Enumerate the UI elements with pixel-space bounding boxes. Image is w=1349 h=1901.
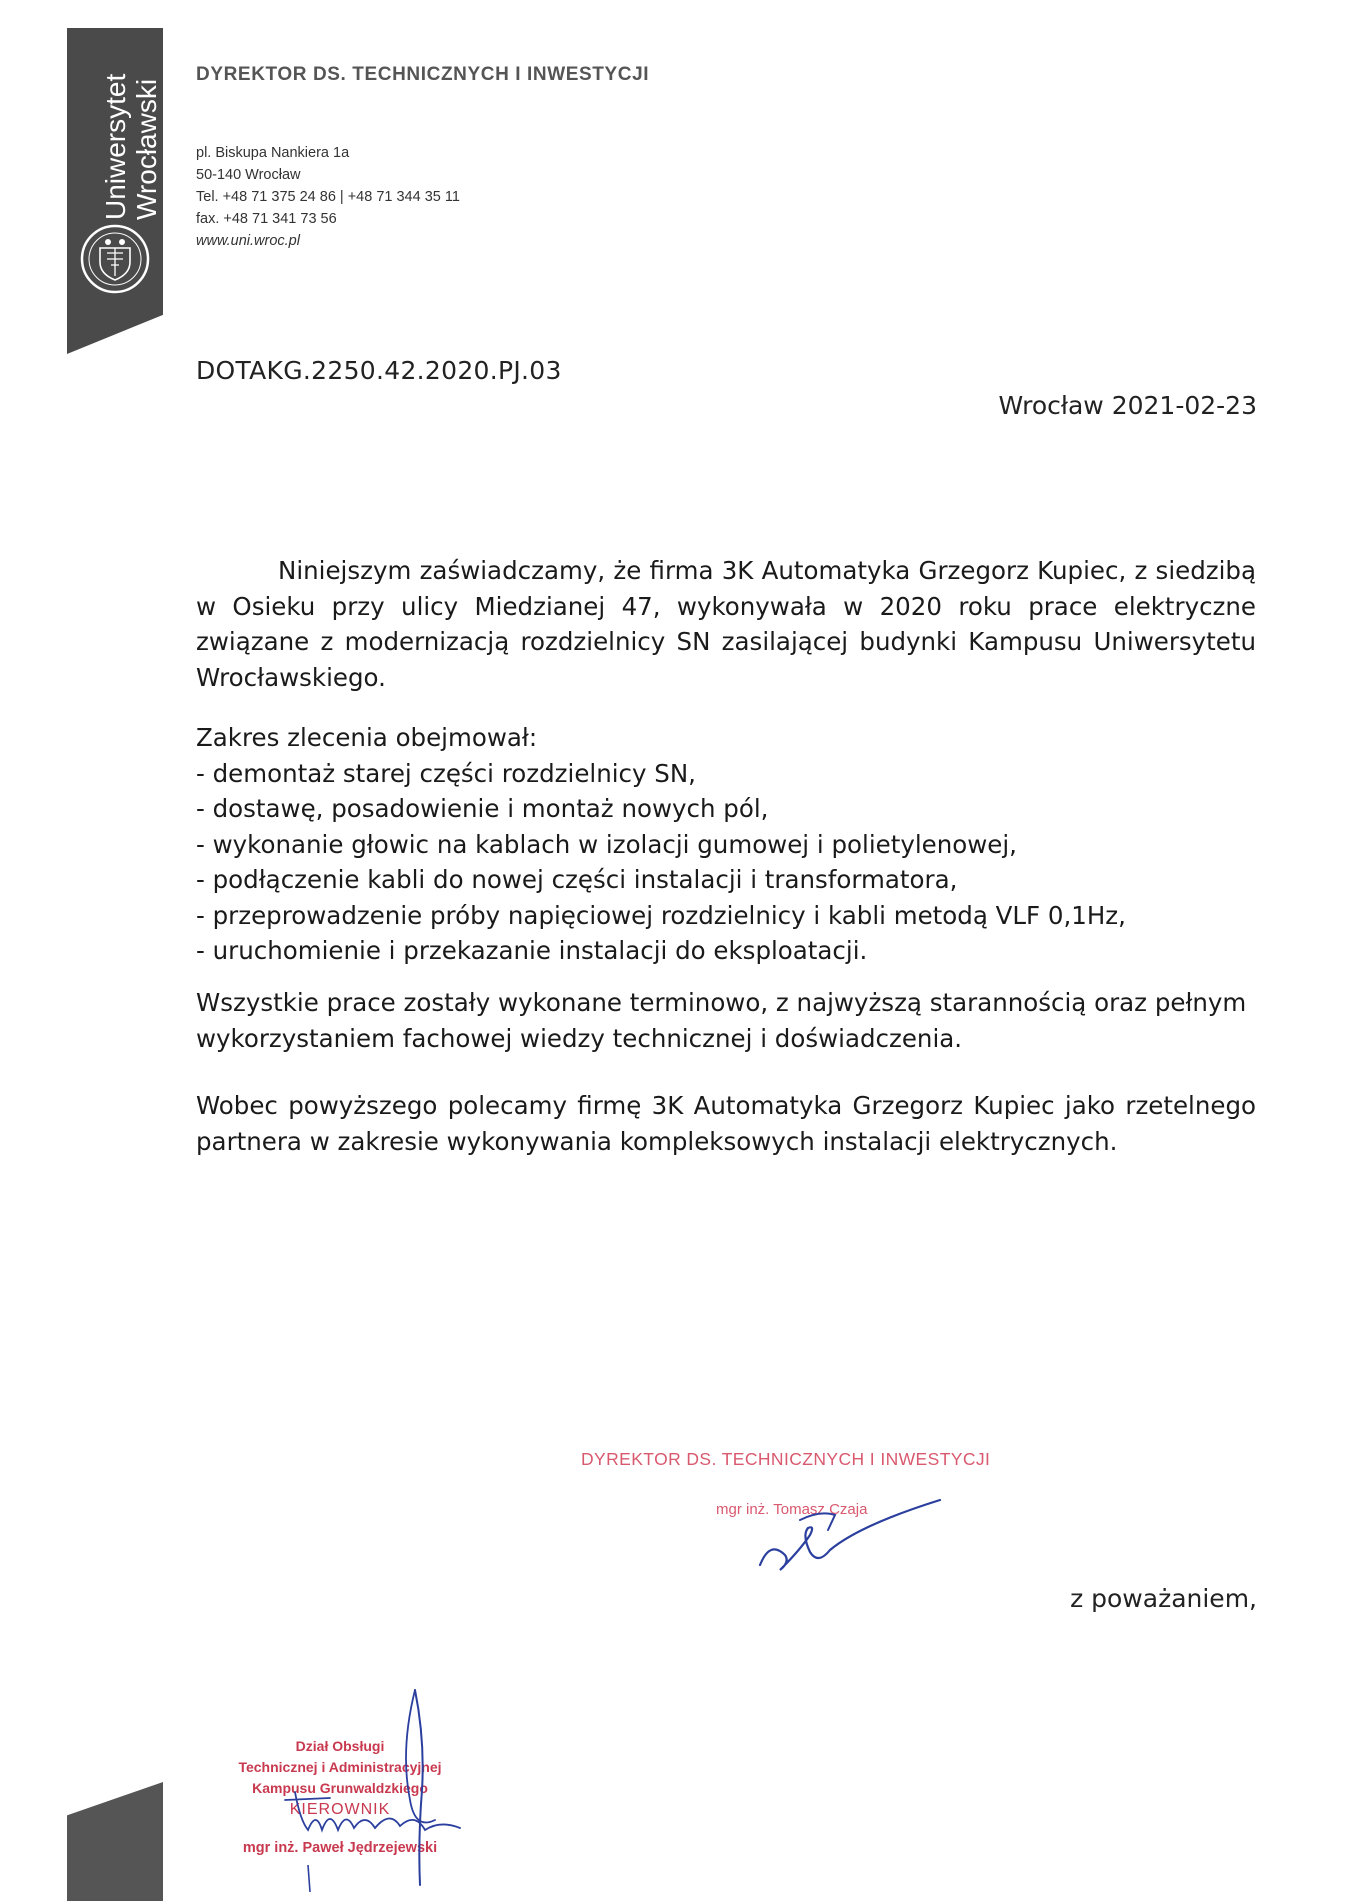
department-stamp-role: KIEROWNIK (289, 1801, 391, 1818)
address-street: pl. Biskupa Nankiera 1a (196, 145, 350, 161)
body-paragraph-1: Niniejszym zaświadczamy, że firma 3K Automatyka Grzegorz Kupiec, z siedzibą w Osieku przy ulicy Miedzianej 47, wykonywała w 2020 roku prace elektryczne związane z modernizacją rozdzielnicy SN zasilającej budynki Kampusu Uniwersytetu Wrocławskiego. (196, 556, 1256, 692)
director-stamp (581, 1449, 991, 1518)
department-stamp-line2: Technicznej i Administracyjnej (238, 1759, 442, 1775)
address-city: 50-140 Wrocław (196, 167, 301, 183)
closing-text: z poważaniem, (1070, 1584, 1257, 1613)
director-stamp-name: mgr inż. Tomasz Czaja (716, 1501, 868, 1518)
address-website: www.uni.wroc.pl (196, 233, 300, 249)
scope-item: - dostawę, posadowienie i montaż nowych pól, (196, 794, 769, 823)
scope-item: - uruchomienie i przekazanie instalacji do eksploatacji. (196, 936, 868, 965)
university-crest-icon (78, 222, 152, 296)
scope-list (196, 720, 1256, 969)
department-stamp-line3: Kampusu Grunwaldzkiego (252, 1780, 428, 1796)
scope-item: - wykonanie głowic na kablach w izolacji gumowej i polietylenowej, (196, 829, 1017, 859)
university-name (100, 74, 162, 220)
department-stamp-name: mgr inż. Paweł Jędrzejewski (242, 1840, 438, 1856)
director-signature (740, 1480, 950, 1590)
director-stamp-title: DYREKTOR DS. TECHNICZNYCH I INWESTYCJI (581, 1449, 991, 1469)
reference-number: DOTAKG.2250.42.2020.PJ.03 (196, 356, 562, 385)
scope-heading: Zakres zlecenia obejmował: (196, 723, 538, 752)
address-phone: Tel. +48 71 375 24 86 | +48 71 344 35 11 (196, 189, 460, 205)
department-stamp-line1: Dział Obsługi (295, 1738, 385, 1754)
scope-item: - demontaż starej części rozdzielnicy SN, (196, 758, 696, 788)
footer-band (67, 1782, 163, 1901)
university-name-line1: Uniwersytet (100, 73, 131, 220)
letterhead-address (196, 142, 460, 252)
address-fax: fax. +48 71 341 73 56 (196, 211, 337, 227)
university-name-line2: Wrocławski (131, 78, 162, 220)
letter-date: Wrocław 2021-02-23 (998, 391, 1257, 420)
department-signature (250, 1680, 480, 1895)
scope-item: - podłączenie kabli do nowej części instalacji i transformatora, (196, 865, 958, 894)
body-paragraph-3: Wszystkie prace zostały wykonane terminowo, z najwyższą starannością oraz pełnym wykorzystaniem fachowej wiedzy technicznej i doświadczenia. (196, 988, 1247, 1053)
body-paragraph-4: Wobec powyższego polecamy firmę 3K Automatyka Grzegorz Kupiec jako rzetelnego partnera w zakresie wykonywania kompleksowych instalacji elektrycznych. (196, 1091, 1256, 1156)
letterhead-title: DYREKTOR DS. TECHNICZNYCH I INWESTYCJI (196, 64, 650, 85)
scope-item: - przeprowadzenie próby napięciowej rozdzielnicy i kabli metodą VLF 0,1Hz, (196, 900, 1126, 930)
